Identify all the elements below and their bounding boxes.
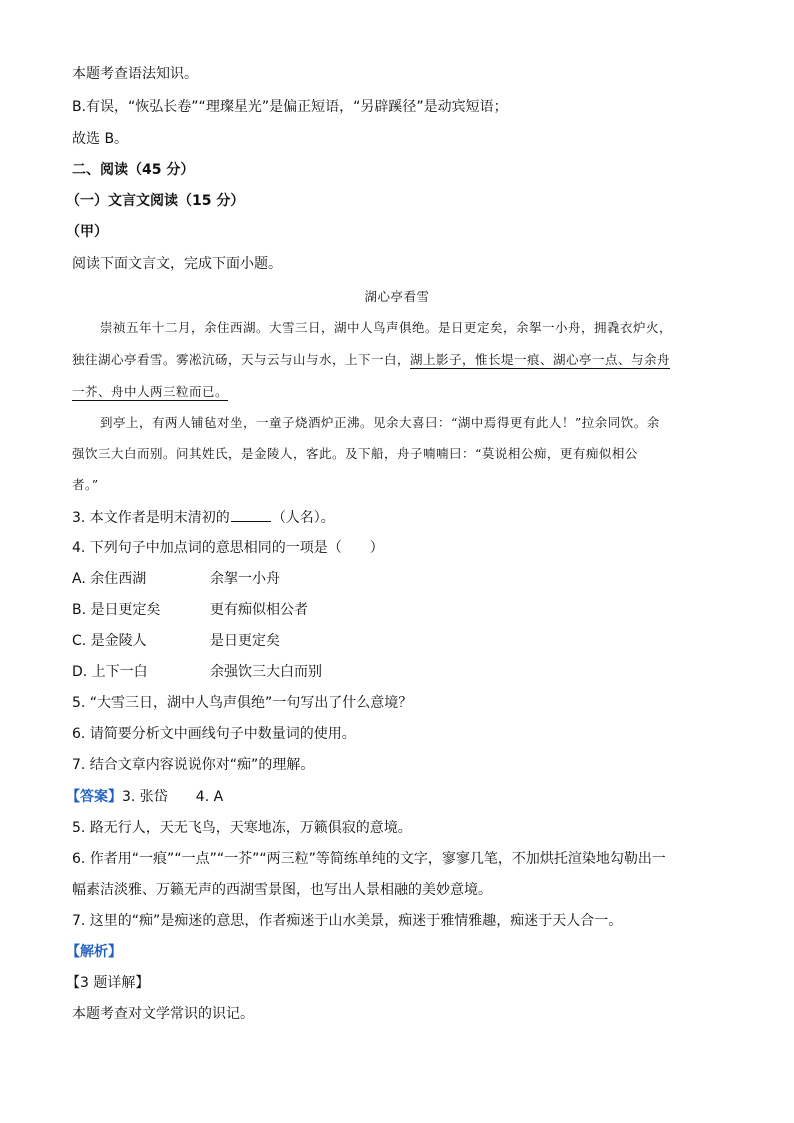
passage-line: 者。” bbox=[72, 477, 99, 492]
question-3 bbox=[72, 507, 335, 528]
passage-line bbox=[72, 350, 670, 370]
option-label: B. 是日更定矣 bbox=[72, 602, 161, 618]
question-4: 4. 下列句子中加点词的意思相同的一项是（ ） bbox=[72, 540, 384, 556]
option-label: C. 是金陵人 bbox=[72, 633, 147, 649]
section-heading-reading: 二、阅读（45 分） bbox=[72, 162, 195, 178]
analysis-tag: 【解析】 bbox=[66, 944, 122, 960]
option-pair: 是日更定矣 bbox=[210, 633, 280, 649]
subsection-heading-jia: （甲） bbox=[66, 224, 108, 240]
detail-heading: 【3 题详解】 bbox=[66, 975, 150, 991]
option-label: A. 余住西湖 bbox=[72, 571, 147, 587]
underlined-sentence: 湖上影子，惟长堤一痕、湖心亭一点、与余舟 bbox=[410, 352, 671, 367]
question-text: （人名）。 bbox=[271, 510, 335, 526]
passage-line: 强饮三大白而别。问其姓氏，是金陵人，客此。及下船，舟子喃喃曰：“莫说相公痴，更有痴似相公 bbox=[72, 446, 638, 461]
question-7: 7. 结合文章内容说说你对“痴”的理解。 bbox=[72, 757, 315, 773]
answer-tag: 【答案】 bbox=[66, 789, 122, 805]
answer-6-line: 6. 作者用“一痕”“一点”“一芥”“两三粒”等简练单纯的文字，寥寥几笔，不加烘托渲染地勾勒出一 bbox=[72, 851, 666, 867]
text-line: B.有误，“恢弘长卷”“理璨星光”是偏正短语，“另辟蹊径”是动宾短语； bbox=[72, 99, 508, 115]
text-line: 故选 B。 bbox=[72, 131, 129, 147]
passage-line: 到亭上，有两人铺毡对坐，一童子烧酒炉正沸。见余大喜曰：“湖中焉得更有此人！”拉余同饮。余 bbox=[100, 415, 660, 430]
text-line: 本题考查对文学常识的识记。 bbox=[72, 1006, 254, 1022]
question-6: 6. 请简要分析文中画线句子中数量词的使用。 bbox=[72, 726, 356, 742]
option-d bbox=[72, 662, 472, 682]
question-5: 5. “大雪三日，湖中人鸟声俱绝”一句写出了什么意境？ bbox=[72, 695, 413, 711]
passage-text: 独往湖心亭看雪。雾凇沆砀，天与云与山与水，上下一白， bbox=[72, 352, 411, 367]
answer-text: 3. 张岱 4. A bbox=[122, 789, 224, 805]
answer-blank bbox=[231, 507, 271, 522]
question-text: 3. 本文作者是明末清初的 bbox=[72, 510, 230, 526]
answer-line bbox=[66, 787, 223, 807]
option-a bbox=[72, 569, 472, 589]
instruction-text: 阅读下面文言文，完成下面小题。 bbox=[72, 256, 282, 272]
passage-title: 湖心亭看雪 bbox=[364, 289, 430, 304]
underlined-sentence: 一芥、舟中人两三粒而已。 bbox=[72, 384, 229, 399]
option-pair: 余挐一小舟 bbox=[210, 571, 280, 587]
option-pair: 余强饮三大白而别 bbox=[210, 664, 322, 680]
option-pair: 更有痴似相公者 bbox=[210, 602, 308, 618]
text-line: 本题考查语法知识。 bbox=[72, 66, 198, 82]
passage-line bbox=[72, 382, 228, 402]
passage-line: 崇祯五年十二月，余住西湖。大雪三日，湖中人鸟声俱绝。是日更定矣，余挐一小舟，拥毳衣炉火， bbox=[100, 320, 673, 335]
subsection-heading-classical: （一）文言文阅读（15 分） bbox=[66, 193, 245, 209]
option-c bbox=[72, 631, 472, 651]
option-b bbox=[72, 600, 472, 620]
option-label: D. 上下一白 bbox=[72, 664, 148, 680]
answer-6-line: 幅素洁淡雅、万籁无声的西湖雪景图，也写出人景相融的美妙意境。 bbox=[72, 882, 492, 898]
answer-5: 5. 路无行人，天无飞鸟，天寒地冻，万籁俱寂的意境。 bbox=[72, 820, 412, 836]
answer-7: 7. 这里的“痴”是痴迷的意思，作者痴迷于山水美景，痴迷于雅情雅趣，痴迷于天人合一。 bbox=[72, 913, 623, 929]
